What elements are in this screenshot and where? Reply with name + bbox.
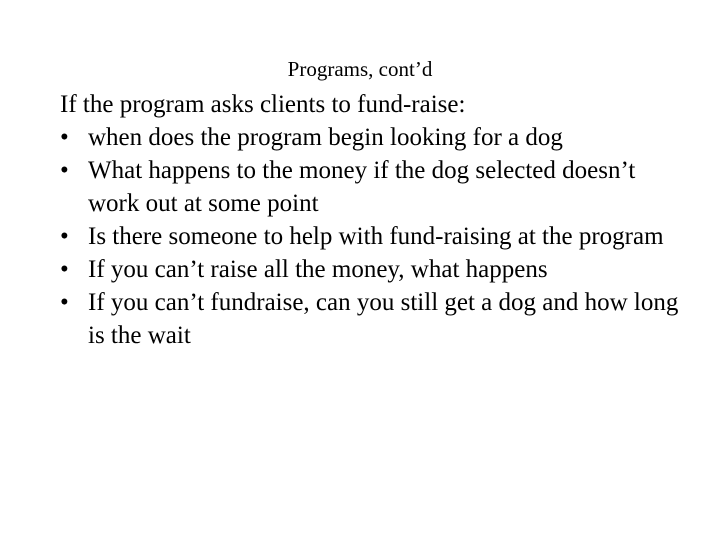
bullet-dot: • bbox=[60, 256, 69, 283]
slide-title: Programs, cont’d bbox=[287, 57, 433, 81]
bullet-text: when does the program begin looking for a dog bbox=[88, 124, 563, 151]
bullet-item bbox=[60, 286, 680, 352]
bullet-text: Is there someone to help with fund-raising at the program bbox=[88, 223, 664, 250]
bullet-dot: • bbox=[60, 223, 69, 250]
bullet-item bbox=[60, 121, 680, 154]
bullet-dot: • bbox=[60, 124, 69, 151]
bullet-dot: • bbox=[60, 289, 69, 316]
bullet-text: What happens to the money if the dog selected doesn’t work out at some point bbox=[88, 157, 636, 217]
bullet-text: If you can’t raise all the money, what happens bbox=[88, 256, 548, 283]
bullet-dot: • bbox=[60, 157, 69, 184]
bullet-item bbox=[60, 154, 680, 220]
bullet-text: If you can’t fundraise, can you still get a dog and how long is the wait bbox=[88, 289, 679, 349]
slide-body bbox=[60, 88, 680, 352]
bullet-item bbox=[60, 253, 680, 286]
intro-line: If the program asks clients to fund-raise: bbox=[60, 91, 466, 118]
bullet-list bbox=[60, 121, 680, 352]
bullet-item bbox=[60, 220, 680, 253]
